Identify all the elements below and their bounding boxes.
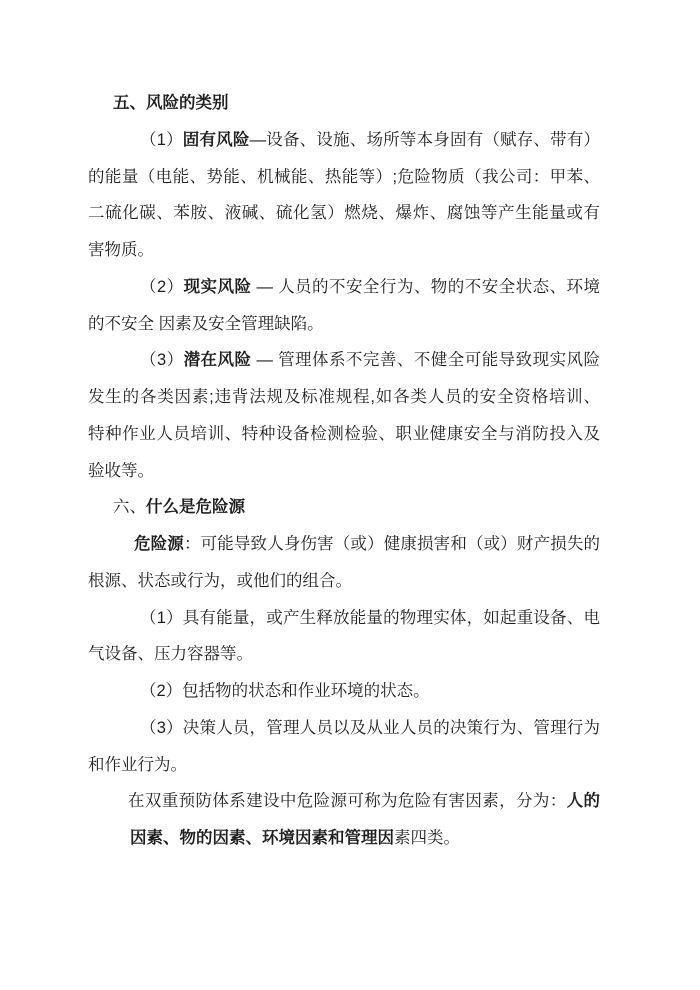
text-line xyxy=(88,600,600,637)
bold-text-segment: 五、风险的类别 xyxy=(113,94,229,112)
text-segment: 害物质。 xyxy=(88,241,154,259)
text-line xyxy=(88,783,600,820)
para-inherent-risk xyxy=(88,122,600,269)
bold-text-segment: 现实风险 xyxy=(183,277,252,296)
bold-text-segment: 潜在风险 xyxy=(183,351,252,370)
text-segment: —设备、设施、场所等本身固有（赋存、带有） xyxy=(249,130,600,149)
bold-text-segment: 人的 xyxy=(566,792,600,811)
text-line xyxy=(88,489,600,526)
text-segment: （1）具有能量，或产生释放能量的物理实体，如起重设备、电 xyxy=(140,608,600,627)
text-segment: 在双重预防体系建设中危险源可称为危险有害因素，分为： xyxy=(128,792,567,811)
para-hazard-type-2 xyxy=(88,673,600,710)
text-line xyxy=(88,159,600,196)
para-hazard-type-3 xyxy=(88,710,600,784)
text-line xyxy=(88,453,600,490)
text-segment: 气设备、压力容器等。 xyxy=(88,645,253,664)
text-line xyxy=(88,673,600,710)
text-line xyxy=(88,85,600,122)
text-line xyxy=(88,269,600,306)
text-segment: （2）包括物的状态和作业环境的状态。 xyxy=(140,682,430,700)
text-segment: 验收等。 xyxy=(88,461,154,480)
text-segment: （1） xyxy=(140,130,183,149)
text-segment: 的不安全 因素及安全管理缺陷。 xyxy=(88,314,324,333)
para-hazard-type-1 xyxy=(88,600,600,674)
text-segment: 二硫化碳、苯胺、液碱、硫化氢）燃烧、爆炸、腐蚀等产生能量或有 xyxy=(88,204,600,223)
bold-text-segment: 危险源 xyxy=(134,535,184,553)
text-segment: — 人员的不安全行为、物的不安全状态、环境 xyxy=(251,277,600,296)
text-segment: 素四类。 xyxy=(394,829,460,847)
para-hazard-definition xyxy=(88,526,600,600)
text-line xyxy=(88,416,600,453)
text-line xyxy=(88,526,600,563)
para-dual-prevention xyxy=(88,783,600,857)
text-line xyxy=(88,342,600,379)
document-body xyxy=(88,85,600,857)
text-line xyxy=(88,563,600,600)
text-segment: 的能量（电能、势能、机械能、热能等）;危险物质（我公司：甲苯、 xyxy=(88,167,600,186)
para-actual-risk xyxy=(88,269,600,343)
text-segment: — 管理体系不完善、不健全可能导致现实风险 xyxy=(251,351,600,370)
bold-text-segment: 什么是危险源 xyxy=(146,498,245,517)
heading-hazard-source xyxy=(88,489,600,526)
text-line xyxy=(88,379,600,416)
text-segment: ：可能导致人身伤害（或）健康损害和（或）财产损失的 xyxy=(183,535,600,553)
text-segment: 根源、状态或行为，或他们的组合。 xyxy=(88,571,352,590)
text-line xyxy=(88,232,600,269)
bold-text-segment: 因素、物的因素、环境因素和管理因 xyxy=(130,829,394,847)
text-line xyxy=(88,710,600,747)
text-segment: 发生的各类因素;违背法规及标准规程,如各类人员的安全资格培训、 xyxy=(88,388,600,406)
text-segment: 和作业行为。 xyxy=(88,755,187,774)
text-line xyxy=(88,747,600,784)
text-segment: （2） xyxy=(140,277,184,296)
text-line xyxy=(88,195,600,232)
text-segment: （3）决策人员，管理人员以及从业人员的决策行为、管理行为 xyxy=(140,718,600,737)
text-line xyxy=(88,306,600,343)
text-line xyxy=(88,122,600,159)
text-line xyxy=(88,820,600,857)
bold-text-segment: 固有风险 xyxy=(182,130,250,149)
text-segment: 六、 xyxy=(113,498,146,517)
text-segment: 特种作业人员培训、特种设备检测检验、职业健康安全与消防投入及 xyxy=(88,424,600,443)
text-segment: （3） xyxy=(140,351,184,370)
heading-risk-categories xyxy=(88,85,600,122)
para-potential-risk xyxy=(88,342,600,489)
text-line xyxy=(88,636,600,673)
